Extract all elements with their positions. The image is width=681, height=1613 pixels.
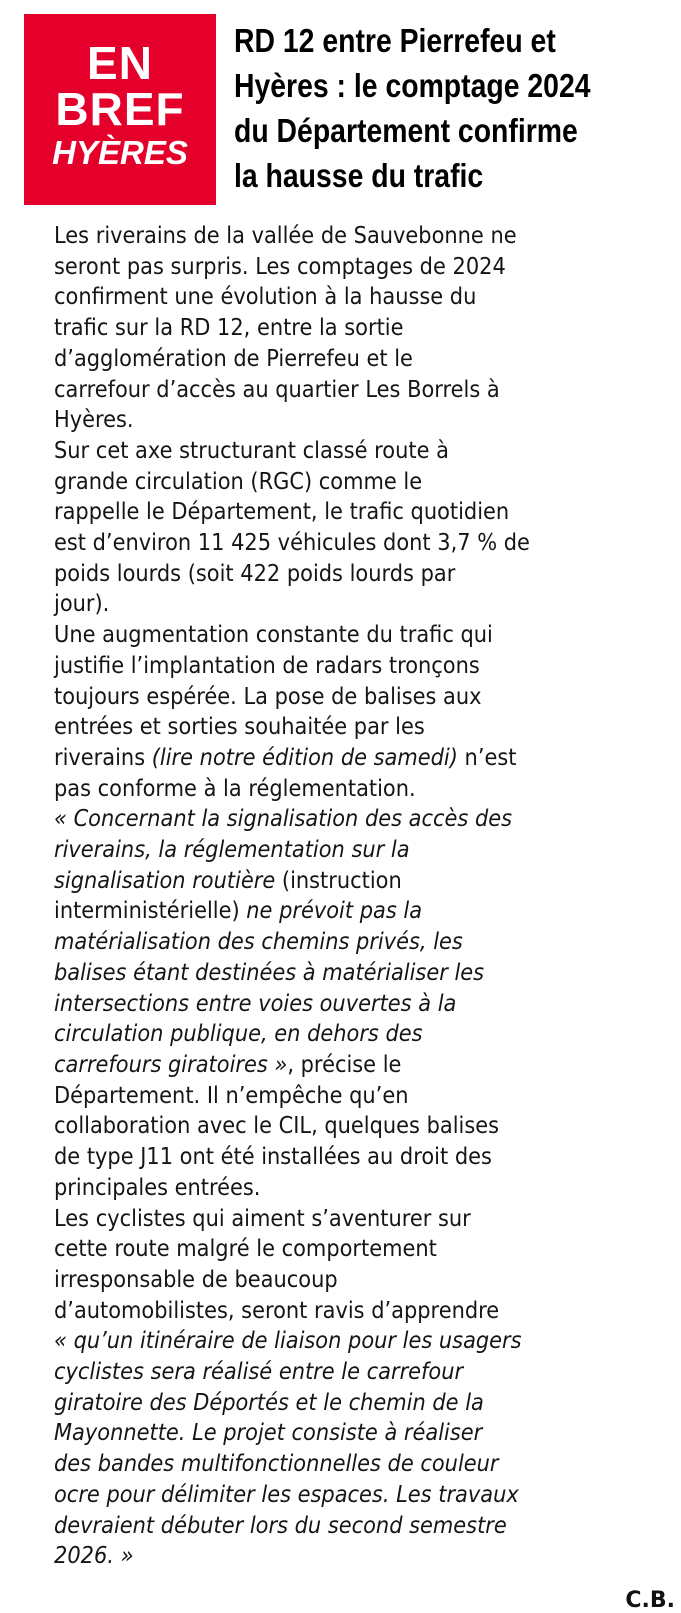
body-quote-segment: giratoire des Déportés et le chemin de la — [54, 1389, 484, 1416]
body-line — [54, 1111, 655, 1142]
body-text-segment: collaboration avec le CIL, quelques balises — [54, 1113, 500, 1140]
body-text-segment: d’automobilistes, seront ravis d’apprendre — [54, 1297, 500, 1324]
body-quote-segment: Mayonnette. Le projet consiste à réaliser — [54, 1420, 483, 1447]
body-quote-segment: (lire notre édition de samedi) — [151, 744, 458, 771]
body-text-segment: confirment une évolution à la hausse du — [54, 284, 477, 311]
body-line — [54, 221, 655, 252]
body-line — [54, 620, 655, 651]
body-line — [54, 1173, 655, 1204]
body-line — [54, 927, 655, 958]
body-text-segment: Les cyclistes qui aiment s’aventurer sur — [54, 1205, 471, 1232]
body-quote-segment: signalisation routière — [54, 867, 276, 894]
headline-line: Hyères : le comptage 2024 — [234, 67, 591, 104]
body-quote-segment: intersections entre voies ouvertes à la — [54, 990, 457, 1017]
body-text-segment: poids lourds (soit 422 poids lourds par — [54, 560, 456, 587]
body-text-segment: justifie l’implantation de radars tronçons — [54, 652, 480, 679]
body-line — [54, 1081, 655, 1112]
body-line — [54, 1326, 655, 1357]
body-quote-segment: circulation publique, en dehors des — [54, 1021, 423, 1048]
body-quote-segment: ne prévoit pas la — [246, 898, 423, 925]
body-line — [54, 896, 655, 927]
body-line — [54, 835, 655, 866]
body-quote-segment: « Concernant la signalisation des accès des — [54, 806, 513, 833]
body-text-segment: Hyères. — [54, 407, 134, 434]
headline-line: la hausse du trafic — [234, 157, 484, 194]
body-line — [54, 1449, 655, 1480]
body-quote-segment: carrefours giratoires » — [54, 1051, 288, 1078]
body-text-segment: n’est — [457, 744, 517, 771]
body-text-segment: Les riverains de la vallée de Sauvebonne ne — [54, 223, 517, 249]
body-quote-segment: riverains, la réglementation sur la — [54, 837, 410, 864]
body-text-segment: riverains — [54, 744, 152, 771]
body-line — [54, 375, 655, 406]
article-headline — [234, 18, 612, 198]
body-text-segment: Département. Il n’empêche qu’en — [54, 1082, 409, 1109]
body-line — [54, 1019, 655, 1050]
body-text-segment: est d’environ 11 425 véhicules dont 3,7 % de — [54, 530, 530, 557]
badge-line-bref: BREF — [55, 83, 185, 135]
body-quote-segment: des bandes multifonctionnelles de couleur — [54, 1451, 499, 1478]
body-text-segment: carrefour d’accès au quartier Les Borrels à — [54, 376, 500, 403]
body-text-segment: (instruction — [275, 867, 402, 894]
body-line — [54, 774, 655, 805]
body-text-segment: grande circulation (RGC) comme le — [54, 468, 423, 495]
body-line — [54, 958, 655, 989]
body-line — [54, 559, 655, 590]
body-line — [54, 1234, 655, 1265]
body-text-segment: pas conforme à la réglementation. — [54, 775, 416, 802]
body-quote-segment: balises étant destinées à matérialiser les — [54, 959, 485, 986]
body-line — [54, 804, 655, 835]
body-text-segment: interministérielle) — [54, 898, 247, 925]
body-line — [54, 436, 655, 467]
body-text-segment: trafic sur la RD 12, entre la sortie — [54, 315, 404, 342]
body-text-segment: irresponsable de beaucoup — [54, 1266, 338, 1293]
body-line — [54, 1050, 655, 1081]
body-line — [54, 1296, 655, 1327]
section-badge — [24, 14, 216, 205]
body-text-segment: Une augmentation constante du trafic qui — [54, 622, 493, 649]
body-quote-segment: ocre pour délimiter les espaces. Les travaux — [54, 1481, 519, 1508]
headline-line: RD 12 entre Pierrefeu et — [234, 22, 556, 59]
body-line — [54, 1204, 655, 1235]
body-quote-segment: « qu’un itinéraire de liaison pour les usagers — [54, 1328, 522, 1355]
badge-line-city: HYÈRES — [52, 134, 188, 171]
body-line — [54, 313, 655, 344]
body-line — [54, 252, 655, 283]
body-text-segment: jour). — [54, 591, 110, 618]
body-text-segment: entrées et sorties souhaitée par les — [54, 714, 425, 741]
body-line — [54, 1357, 655, 1388]
body-line — [54, 1142, 655, 1173]
body-line — [54, 743, 655, 774]
body-text-segment: cette route malgré le comportement — [54, 1236, 437, 1263]
body-line — [54, 589, 655, 620]
body-line — [54, 1265, 655, 1296]
body-text-segment: rappelle le Département, le trafic quotidien — [54, 499, 510, 526]
body-line — [54, 989, 655, 1020]
body-line — [54, 405, 655, 436]
author-signature: C.B. — [625, 1588, 675, 1613]
body-quote-segment: matérialisation des chemins privés, les — [54, 929, 463, 956]
body-line — [54, 682, 655, 713]
body-line — [54, 467, 655, 498]
body-line — [54, 282, 655, 313]
body-text-segment: , précise le — [287, 1051, 402, 1078]
body-quote-segment: devraient débuter lors du second semestre — [54, 1512, 507, 1539]
headline-line: du Département confirme — [234, 112, 578, 149]
body-line — [54, 528, 655, 559]
body-text-segment: de type J11 ont été installées au droit des — [54, 1144, 492, 1171]
body-line — [54, 712, 655, 743]
body-line — [54, 866, 655, 897]
body-line — [54, 1480, 655, 1511]
body-line — [54, 1418, 655, 1449]
body-line — [54, 1541, 655, 1572]
body-quote-segment: cyclistes sera réalisé entre le carrefour — [54, 1359, 464, 1386]
body-line — [54, 344, 655, 375]
body-text-segment: toujours espérée. La pose de balises aux — [54, 683, 482, 710]
article-body — [54, 221, 655, 1572]
body-quote-segment: 2026. » — [54, 1543, 134, 1570]
body-line — [54, 497, 655, 528]
body-text-segment: seront pas surpris. Les comptages de 2024 — [54, 253, 506, 280]
body-text-segment: d’agglomération de Pierrefeu et le — [54, 345, 413, 372]
body-text-segment: Sur cet axe structurant classé route à — [54, 437, 449, 464]
body-line — [54, 1511, 655, 1542]
body-line — [54, 651, 655, 682]
body-text-segment: principales entrées. — [54, 1174, 261, 1201]
badge-line-en: EN — [87, 37, 153, 89]
body-line — [54, 1388, 655, 1419]
